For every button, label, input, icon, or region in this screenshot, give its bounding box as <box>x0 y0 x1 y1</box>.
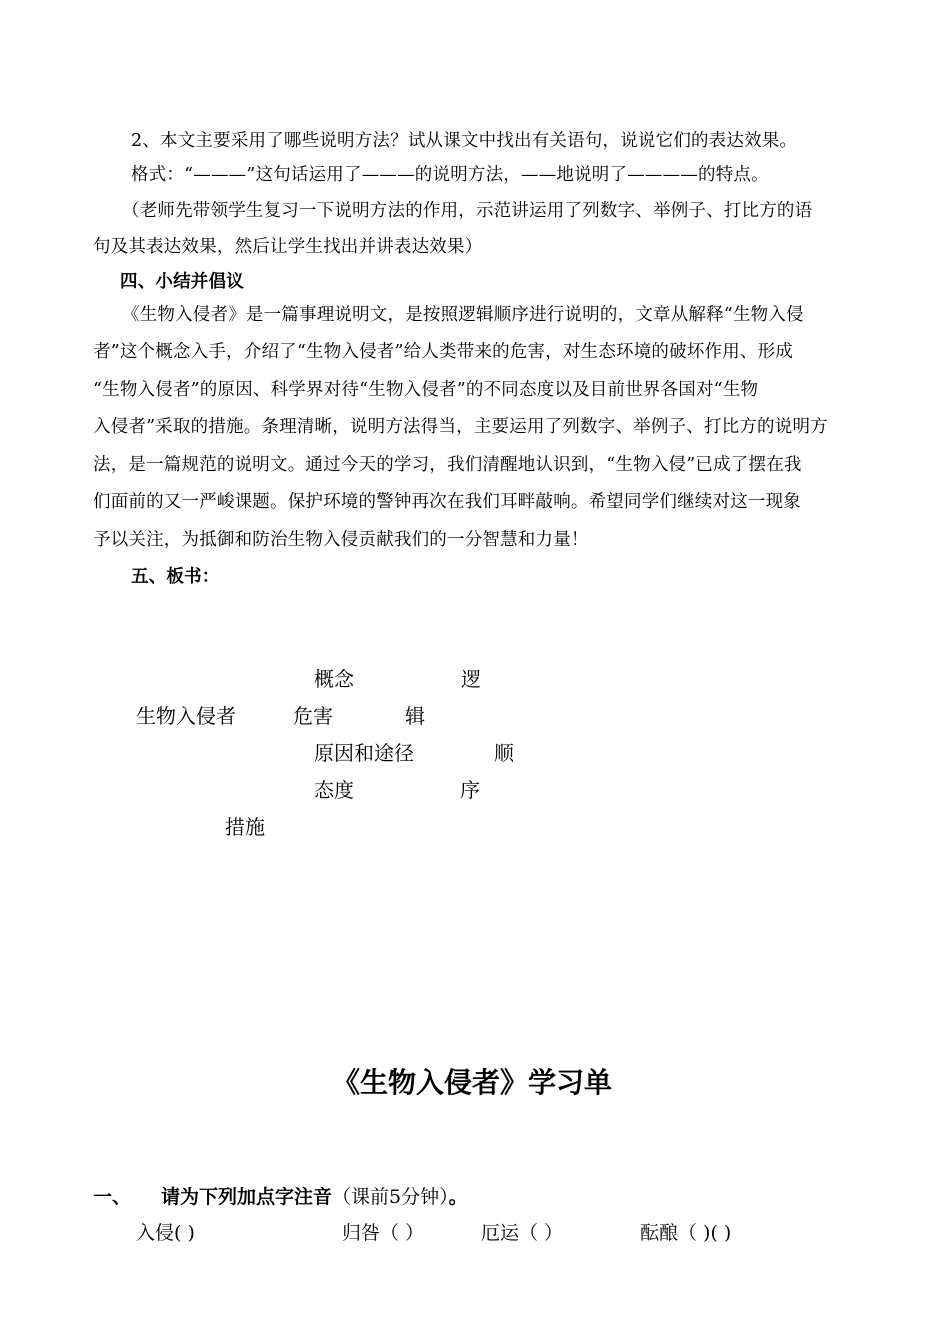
section-4-heading: 四、小结并倡议 <box>120 272 244 292</box>
summary-line: “生物入侵者”的原因、科学界对待“生物入侵者”的不同态度以及目前世界各国对“生物 <box>93 380 759 400</box>
board-cause: 原因和途径 <box>314 741 414 765</box>
worksheet-title: 《生物入侵者》学习单 <box>332 1066 613 1099</box>
question-end: 。 <box>448 1186 468 1208</box>
summary-line: 法，是一篇规范的说明文。通过今天的学习，我们清醒地认识到，“生物入侵”已成了摆在我 <box>93 455 802 475</box>
section-5-heading: 五、板书： <box>131 567 220 587</box>
summary-line: 《生物入侵者》是一篇事理说明文，是按照逻辑顺序进行说明的，文章从解释“生物入侵 <box>122 305 804 325</box>
pinyin-item: 入侵( ) <box>136 1222 195 1244</box>
teacher-note-line-1: （老师先带领学生复习一下说明方法的作用，示范讲运用了列数字、举例子、打比方的语 <box>122 201 813 221</box>
board-measure: 措施 <box>225 815 265 839</box>
board-logic-1: 逻 <box>461 667 481 691</box>
teacher-note-line-2: 句及其表达效果，然后让学生找出并讲表达效果） <box>93 237 483 257</box>
pinyin-item: 厄运（ ） <box>481 1222 564 1244</box>
board-logic-3: 顺 <box>494 741 514 765</box>
board-main-topic: 生物入侵者 <box>136 704 236 728</box>
worksheet-question-1 <box>93 1182 468 1209</box>
board-attitude: 态度 <box>314 778 354 802</box>
board-logic-4: 序 <box>460 778 480 802</box>
question-number: 一、 <box>93 1186 132 1208</box>
question-note: （课前5分钟） <box>332 1186 449 1208</box>
summary-line: 者”这个概念入手，介绍了“生物入侵者”给人类带来的危害，对生态环境的破坏作用、形成 <box>93 342 794 362</box>
question-prompt: 请为下列加点字注音 <box>161 1186 333 1208</box>
question-2: 2、本文主要采用了哪些说明方法？试从课文中找出有关语句，说说它们的表达效果。 <box>131 131 798 151</box>
answer-format: 格式：“———”这句话运用了———的说明方法，——地说明了————的特点。 <box>131 165 769 185</box>
summary-line: 们面前的又一严峻课题。保护环境的警钟再次在我们耳畔敲响。希望同学们继续对这一现象 <box>93 492 801 512</box>
board-logic-2: 辑 <box>405 704 425 728</box>
summary-line: 入侵者”采取的措施。条理清晰，说明方法得当，主要运用了列数字、举例子、打比方的说明方 <box>93 417 828 437</box>
board-concept: 概念 <box>314 667 354 691</box>
board-harm: 危害 <box>293 704 333 728</box>
pinyin-item: 归咎（ ） <box>342 1222 425 1244</box>
summary-line: 予以关注，为抵御和防治生物入侵贡献我们的一分智慧和力量！ <box>93 530 589 550</box>
pinyin-item: 酝酿（ )( ) <box>640 1222 732 1244</box>
